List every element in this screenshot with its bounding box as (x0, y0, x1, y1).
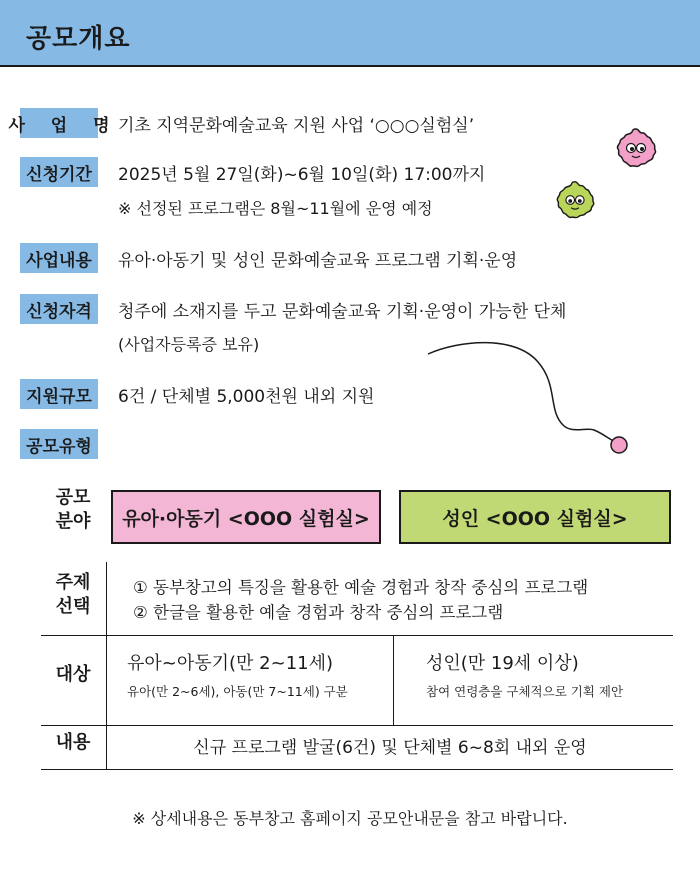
curved-line-with-pink-dot (420, 330, 640, 460)
label-project-content: 사업내용 (20, 243, 98, 273)
target-adult-main: 성인(만 19세 이상) (426, 653, 579, 674)
field-label-line-1: 공모 (55, 487, 91, 508)
note-business-registration: (사업자등록증 보유) (118, 335, 260, 354)
value-eligibility: 청주에 소재지를 두고 문화예술교육 기획·운영이 가능한 단체 (118, 302, 567, 322)
target-child-main: 유아~아동기(만 2~11세) (127, 653, 334, 674)
value-application-period: 2025년 5월 27일(화)~6월 10일(화) 17:00까지 (118, 165, 486, 185)
label-application-period: 신청기간 (20, 157, 98, 187)
table-divider (41, 769, 673, 770)
table-divider (106, 562, 107, 635)
topic-label-line-1: 주제 (55, 572, 91, 593)
note-operation-period: ※ 선정된 프로그램은 8월~11월에 운영 예정 (118, 199, 433, 218)
target-label: 대상 (55, 664, 91, 685)
content-label: 내용 (55, 732, 91, 753)
content-value: 신규 프로그램 발굴(6건) 및 단체별 6~8회 내외 운영 (193, 738, 587, 758)
field-label-line-2: 분야 (55, 511, 91, 532)
label-project-name: 사 업 명 (20, 108, 98, 138)
value-support-scale: 6건 / 단체별 5,000천원 내외 지원 (118, 387, 375, 407)
value-project-content: 유아·아동기 및 성인 문화예술교육 프로그램 기획·운영 (118, 251, 518, 271)
field-label (41, 486, 105, 534)
field-option-child[interactable]: 유아·아동기 <OOO 실험실> (111, 490, 381, 544)
field-option-adult[interactable]: 성인 <OOO 실험실> (399, 490, 671, 544)
topic-option-1: ① 동부창고의 특징을 활용한 예술 경험과 창작 중심의 프로그램 (133, 578, 589, 597)
label-contest-type: 공모유형 (20, 429, 98, 459)
table-divider (41, 635, 673, 636)
topic-label (41, 571, 105, 619)
topic-option-2: ② 한글을 활용한 예술 경험과 창작 중심의 프로그램 (133, 603, 504, 622)
target-child-sub: 유아(만 2~6세), 아동(만 7~11세) 구분 (127, 684, 348, 699)
table-divider (106, 635, 107, 725)
page-title: 공모개요 (26, 24, 131, 54)
green-virus-character-icon (552, 178, 598, 224)
value-project-name: 기초 지역문화예술교육 지원 사업 ‘○○○실험실’ (118, 116, 475, 136)
footer-note: ※ 상세내용은 동부창고 홈페이지 공모안내문을 참고 바랍니다. (132, 809, 568, 828)
table-divider (393, 635, 394, 725)
pink-virus-character-icon (612, 125, 660, 173)
header-bar (0, 0, 700, 67)
target-adult-sub: 참여 연령층을 구체적으로 기획 제안 (426, 684, 624, 699)
label-support-scale: 지원규모 (20, 379, 98, 409)
label-eligibility: 신청자격 (20, 294, 98, 324)
topic-label-line-2: 선택 (55, 596, 91, 617)
table-divider (41, 725, 673, 726)
